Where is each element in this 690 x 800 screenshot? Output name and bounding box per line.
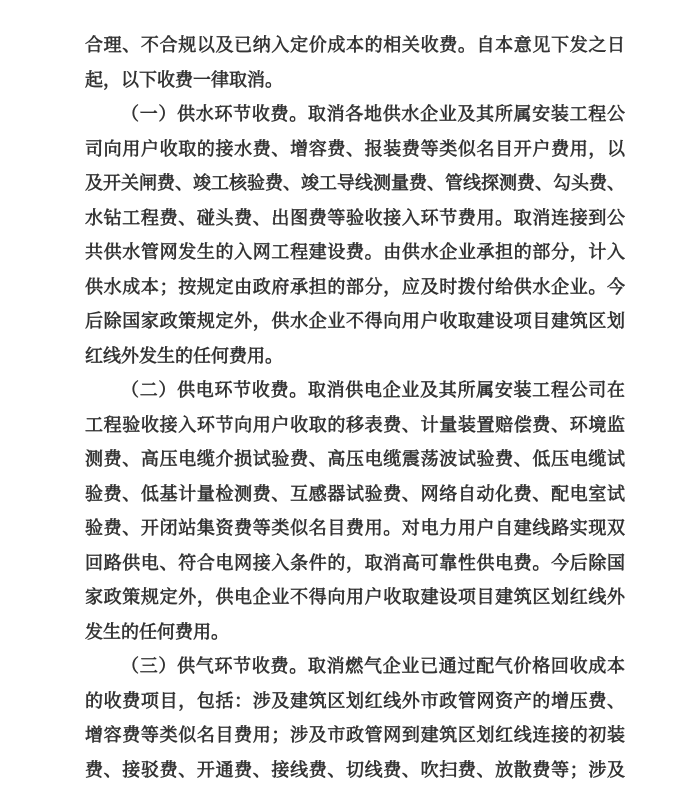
- text-line: 发生的任何费用。: [85, 621, 229, 643]
- document-body: [85, 29, 625, 788]
- text-line: 司向用户收取的接水费、增容费、报装费等类似名目开户费用，以: [85, 138, 625, 160]
- text-line: 增容费等类似名目费用；涉及市政管网到建筑区划红线连接的初装: [85, 725, 625, 746]
- paragraph: [85, 374, 625, 650]
- text-line: （三）供气环节收费。取消燃气企业已通过配气价格回收成本: [121, 656, 625, 677]
- text-line: 红线外发生的任何费用。: [85, 345, 283, 367]
- paragraph: [85, 98, 625, 374]
- text-line: 回路供电、符合电网接入条件的，取消高可靠性供电费。今后除国: [85, 552, 625, 574]
- text-line: 及开关闸费、竣工核验费、竣工导线测量费、管线探测费、勾头费、: [85, 173, 625, 194]
- text-line: 费、接驳费、开通费、接线费、切线费、吹扫费、放散费等；涉及: [85, 759, 625, 781]
- text-line: 的收费项目，包括：涉及建筑区划红线外市政管网资产的增压费、: [85, 690, 625, 712]
- text-line: 后除国家政策规定外，供水企业不得向用户收取建设项目建筑区划: [85, 311, 625, 332]
- text-line: （一）供水环节收费。取消各地供水企业及其所属安装工程公: [121, 104, 625, 125]
- text-line: 起，以下收费一律取消。: [85, 69, 283, 91]
- text-line: 共供水管网发生的入网工程建设费。由供水企业承担的部分，计入: [85, 242, 625, 263]
- text-line: 供水成本；按规定由政府承担的部分，应及时拨付给供水企业。今: [85, 276, 625, 298]
- text-line: 水钻工程费、碰头费、出图费等验收接入环节费用。取消连接到公: [85, 207, 625, 229]
- paragraph: [85, 29, 625, 98]
- text-line: 合理、不合规以及已纳入定价成本的相关收费。自本意见下发之日: [85, 35, 625, 56]
- text-line: 验费、低基计量检测费、互感器试验费、网络自动化费、配电室试: [85, 483, 625, 505]
- text-line: 工程验收接入环节向用户收取的移表费、计量装置赔偿费、环境监: [85, 414, 625, 436]
- paragraph: [85, 650, 625, 788]
- text-line: 家政策规定外，供电企业不得向用户收取建设项目建筑区划红线外: [85, 587, 625, 608]
- text-line: 验费、开闭站集资费等类似名目费用。对电力用户自建线路实现双: [85, 518, 625, 539]
- text-line: （二）供电环节收费。取消供电企业及其所属安装工程公司在: [121, 380, 625, 401]
- text-line: 测费、高压电缆介损试验费、高压电缆震荡波试验费、低压电缆试: [85, 449, 625, 470]
